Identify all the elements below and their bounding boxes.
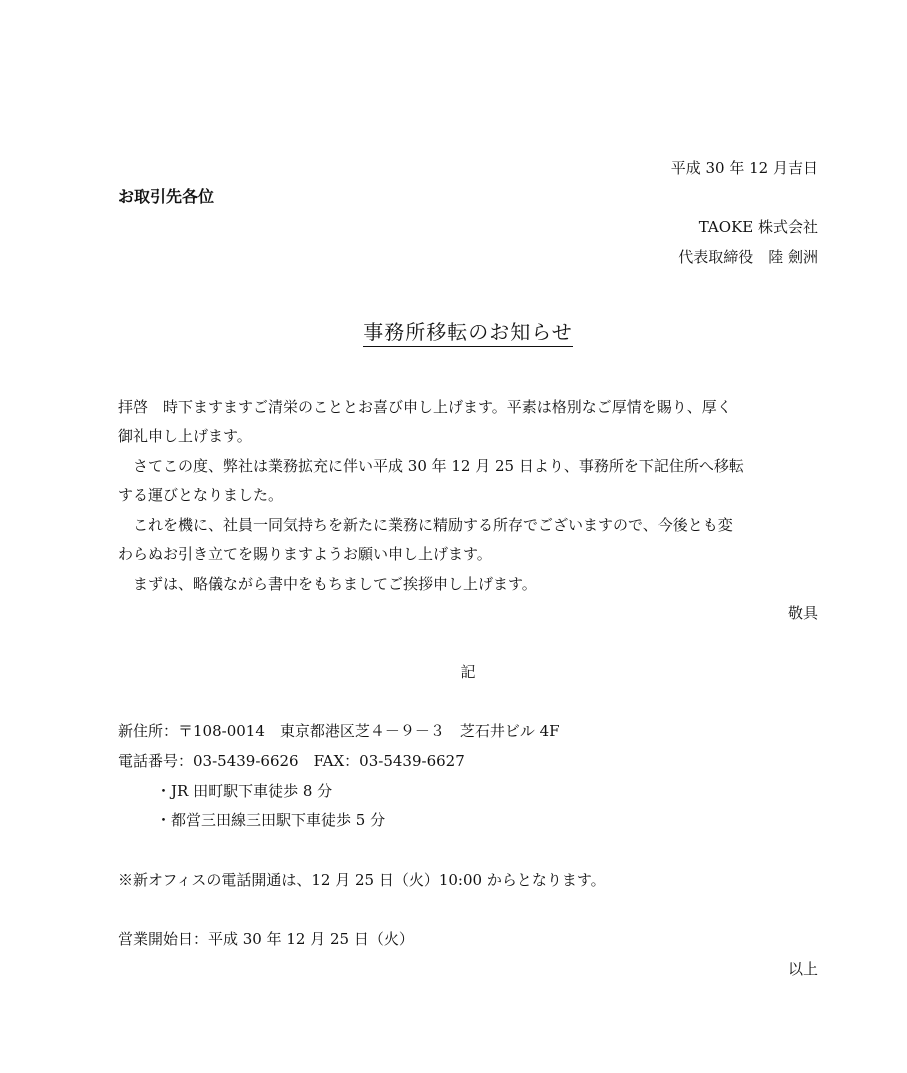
company-name: TAOKE 株式会社 [698,218,818,236]
body-paragraph-1-line-1: 拝啓 時下ますますご清栄のこととお喜び申し上げます。平素は格別なご厚情を賜り、厚く [118,398,732,416]
new-address: 新住所：〒108-0014 東京都港区芝４－９－３ 芝石井ビル 4F [118,722,560,740]
body-paragraph-3-line-2: わらぬお引き立てを賜りますようお願い申し上げます。 [118,545,492,563]
body-paragraph-2-line-2: する運びとなりました。 [118,486,284,504]
ki-heading: 記 [460,663,476,681]
phone-notice: ※新オフィスの電話開通は、12 月 25 日（火）10:00 からとなります。 [118,871,606,889]
representative-name: 代表取締役 陸 劍洲 [678,248,818,266]
access-toei: ・都営三田線三田駅下車徒歩 5 分 [156,811,386,829]
body-paragraph-1-line-2: 御礼申し上げます。 [118,427,252,445]
issue-date: 平成 30 年 12 月吉日 [670,159,818,177]
document-title [118,318,818,348]
access-jr: ・JR 田町駅下車徒歩 8 分 [156,782,333,800]
closing-keigu: 敬具 [787,604,818,622]
addressee: お取引先各位 [118,187,215,206]
body-paragraph-4-line-1: まずは、略儀ながら書中をもちましてご挨拶申し上げます。 [133,575,537,593]
ijou-end-mark: 以上 [787,960,818,978]
body-paragraph-3-line-1: これを機に、社員一同気持ちを新たに業務に精励する所存でございますので、今後とも変 [133,516,733,534]
document-title-text: 事務所移転のお知らせ [363,320,572,347]
body-paragraph-2-line-1: さてこの度、弊社は業務拡充に伴い平成 30 年 12 月 25 日より、事務所を下記住所へ移転 [133,457,744,475]
phone-fax: 電話番号：03-5439-6626 FAX：03-5439-6627 [118,752,465,770]
business-start-date: 営業開始日：平成 30 年 12 月 25 日（火） [118,930,414,948]
